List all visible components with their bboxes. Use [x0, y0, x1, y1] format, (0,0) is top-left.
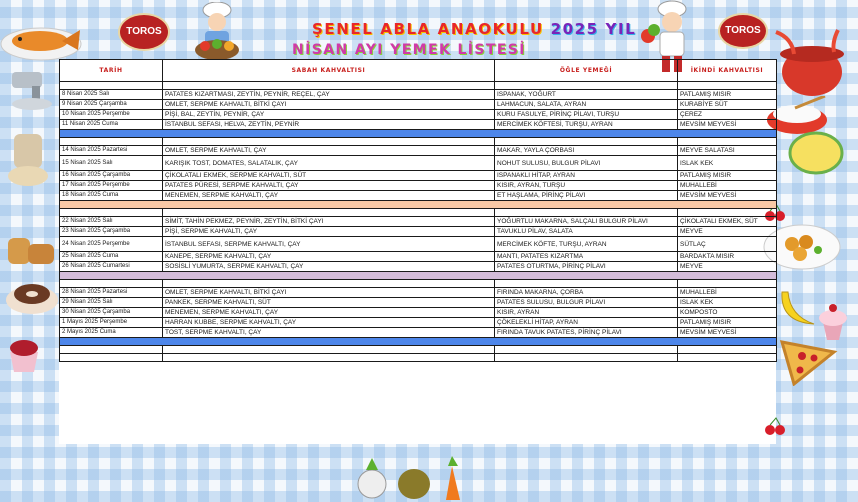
- snack-cell: ISLAK KEK: [678, 156, 777, 171]
- date-header: TARİH: [60, 60, 163, 82]
- snack-cell: MEVSİM MEYVESİ: [678, 120, 777, 130]
- breakfast-cell: ÇİKOLATALI EKMEK, SERPME KAHVALTI, SÜT: [163, 171, 495, 181]
- header-row: [60, 60, 777, 82]
- table-row: [60, 120, 777, 130]
- breakfast-cell: PATATES PÜRESİ, SERPME KAHVALTI, ÇAY: [163, 181, 495, 191]
- lunch-cell: PATATES OTURTMA, PİRİNÇ PİLAVI: [495, 262, 678, 272]
- lunch-cell: FIRINDA MAKARNA, ÇORBA: [495, 288, 678, 298]
- snack-cell: ÇİKOLATALI EKMEK, SÜT: [678, 217, 777, 227]
- table-row: [60, 90, 777, 100]
- date-cell: 29 Nisan 2025 Salı: [60, 298, 163, 308]
- breakfast-cell: PATATES KIZARTMASI, ZEYTİN, PEYNİR, REÇEL, ÇAY: [163, 90, 495, 100]
- cooking-pot-icon: [772, 28, 856, 106]
- table-row: [60, 237, 777, 252]
- date-cell: 23 Nisan 2025 Çarşamba: [60, 227, 163, 237]
- lunch-cell: ÇÖKELEKLİ HİTAP, AYRAN: [495, 318, 678, 328]
- breakfast-cell: OMLET, SERPME KAHVALTI, BİTKİ ÇAYI: [163, 288, 495, 298]
- breakfast-cell: KARIŞIK TOST, DOMATES, SALATALIK, ÇAY: [163, 156, 495, 171]
- breakfast-cell: TOST, SERPME KAHVALTI, ÇAY: [163, 328, 495, 338]
- week-separator-2: [60, 201, 777, 209]
- lunch-cell: KISIR, AYRAN: [495, 308, 678, 318]
- date-cell: 9 Nisan 2025 Çarşamba: [60, 100, 163, 110]
- snack-cell: BARDAKTA MISIR: [678, 252, 777, 262]
- lunch-cell: MAKAR, YAYLA ÇORBASI: [495, 146, 678, 156]
- lunch-cell: KISIR, AYRAN, TURŞU: [495, 181, 678, 191]
- menu-table: [59, 59, 777, 362]
- date-cell: 14 Nisan 2025 Pazartesi: [60, 146, 163, 156]
- week-separator-4: [60, 338, 777, 346]
- toros-logo-left: TOROS: [118, 13, 170, 51]
- date-cell: 24 Nisan 2025 Perşembe: [60, 237, 163, 252]
- breakfast-cell: PİŞİ, BAL, ZEYTİN, PEYNİR, ÇAY: [163, 110, 495, 120]
- green-plate-icon: [788, 130, 844, 176]
- snack-cell: KOMPOSTO: [678, 308, 777, 318]
- snack-cell: MEYVE: [678, 262, 777, 272]
- title-year: 2025 YIL: [550, 20, 637, 38]
- table-row: [60, 156, 777, 171]
- snack-cell: MEYVE: [678, 227, 777, 237]
- table-row: [60, 110, 777, 120]
- breakfast-header: SABAH KAHVALTISI: [163, 60, 495, 82]
- table-row: [60, 328, 777, 338]
- snack-cell: SÜTLAÇ: [678, 237, 777, 252]
- table-row: [60, 227, 777, 237]
- menu-subtitle: NİSAN AYI YEMEK LİSTESİ: [292, 42, 526, 58]
- date-cell: 30 Nisan 2025 Çarşamba: [60, 308, 163, 318]
- lunch-cell: MERCİMEK KÖFTESİ, TURŞU, AYRAN: [495, 120, 678, 130]
- blank-row: [60, 280, 777, 288]
- breakfast-cell: OMLET, SERPME KAHVALTI, ÇAY: [163, 146, 495, 156]
- snack-header: İKİNDİ KAHVALTISI: [678, 60, 777, 82]
- lunch-cell: TAVUKLU PİLAV, SALATA: [495, 227, 678, 237]
- snack-cell: ISLAK KEK: [678, 298, 777, 308]
- roast-fish-plate-icon: [0, 18, 84, 62]
- date-cell: 25 Nisan 2025 Cuma: [60, 252, 163, 262]
- snack-cell: MEVSİM MEYVESİ: [678, 191, 777, 201]
- week-separator-3: [60, 272, 777, 280]
- date-cell: 18 Nisan 2025 Cuma: [60, 191, 163, 201]
- blank-row: [60, 138, 777, 146]
- snack-cell: PATLAMIŞ MISIR: [678, 318, 777, 328]
- table-row: [60, 288, 777, 298]
- date-cell: 11 Nisan 2025 Cuma: [60, 120, 163, 130]
- table-row: [60, 252, 777, 262]
- school-title: [312, 20, 636, 38]
- table-row: [60, 262, 777, 272]
- breakfast-cell: HARRAN KUBBE, SERPME KAHVALTI, ÇAY: [163, 318, 495, 328]
- table-row: [60, 298, 777, 308]
- date-cell: 26 Nisan 2025 Cumartesi: [60, 262, 163, 272]
- breakfast-cell: SOSİSLİ YUMURTA, SERPME KAHVALTI, ÇAY: [163, 262, 495, 272]
- breakfast-cell: OMLET, SERPME KAHVALTI, BİTKİ ÇAYI: [163, 100, 495, 110]
- breakfast-cell: KANEPE, SERPME KAHVALTI, ÇAY: [163, 252, 495, 262]
- date-cell: 10 Nisan 2025 Perşembe: [60, 110, 163, 120]
- snack-cell: MEVSİM MEYVESİ: [678, 328, 777, 338]
- snack-cell: MEYVE SALATASI: [678, 146, 777, 156]
- date-cell: 17 Nisan 2025 Perşembe: [60, 181, 163, 191]
- date-cell: 2 Mayıs 2025 Cuma: [60, 328, 163, 338]
- blank-row: [60, 209, 777, 217]
- table-row: [60, 318, 777, 328]
- date-cell: 28 Nisan 2025 Pazartesi: [60, 288, 163, 298]
- date-cell: 1 Mayıs 2025 Perşembe: [60, 318, 163, 328]
- date-cell: 15 Nisan 2025 Salı: [60, 156, 163, 171]
- lunch-cell: ISPANAK, YOĞURT: [495, 90, 678, 100]
- table-row: [60, 191, 777, 201]
- table-row: [60, 100, 777, 110]
- separator-cell: [60, 272, 777, 280]
- chef-with-vegetables-icon: [187, 2, 247, 64]
- lunch-cell: NOHUT SULUSU, BULGUR PİLAVI: [495, 156, 678, 171]
- flour-sack-icon: [6, 128, 52, 188]
- toros-logo-right: TOROS: [718, 13, 768, 49]
- lunch-cell: YOĞURTLU MAKARNA, SALÇALI BULGUR PİLAVI: [495, 217, 678, 227]
- lunch-header: ÖĞLE YEMEĞİ: [495, 60, 678, 82]
- breakfast-cell: MENEMEN, SERPME KAHVALTI, ÇAY: [163, 191, 495, 201]
- table-row: [60, 308, 777, 318]
- cherries-icon-2: [762, 416, 788, 436]
- snack-cell: KURABİYE SÜT: [678, 100, 777, 110]
- lunch-cell: MANTI, PATATES KIZARTMA: [495, 252, 678, 262]
- cake-icon: [4, 334, 44, 376]
- blank-row: [60, 354, 777, 362]
- date-cell: 8 Nisan 2025 Salı: [60, 90, 163, 100]
- breakfast-cell: PİŞİ, SERPME KAHVALTI, ÇAY: [163, 227, 495, 237]
- blank-row: [60, 346, 777, 354]
- lunch-cell: MERCİMEK KÖFTE, TURŞU, AYRAN: [495, 237, 678, 252]
- snack-cell: PATLAMIŞ MISIR: [678, 171, 777, 181]
- mixer-icon: [6, 66, 58, 110]
- donut-icon: [4, 278, 60, 316]
- pizza-icon: [778, 336, 838, 386]
- lunch-cell: FIRINDA TAVUK PATATES, PİRİNÇ PİLAVI: [495, 328, 678, 338]
- lunch-cell: ISPANAKLI HİTAP, AYRAN: [495, 171, 678, 181]
- table-row: [60, 217, 777, 227]
- breakfast-cell: SİMİT, TAHİN PEKMEZ, PEYNİR, ZEYTİN, BİTKİ ÇAYI: [163, 217, 495, 227]
- breakfast-cell: İSTANBUL SEFASI, SERPME KAHVALTI, ÇAY: [163, 237, 495, 252]
- table-row: [60, 181, 777, 191]
- lunch-cell: KURU FASULYE, PİRİNÇ PİLAVI, TURŞU: [495, 110, 678, 120]
- separator-cell: [60, 338, 777, 346]
- lunch-cell: ET HAŞLAMA, PİRİNÇ PİLAVI: [495, 191, 678, 201]
- breakfast-cell: PANKEK, SERPME KAHVALTI, SÜT: [163, 298, 495, 308]
- table-row: [60, 171, 777, 181]
- banana-icon: [776, 288, 818, 332]
- date-cell: 16 Nisan 2025 Çarşamba: [60, 171, 163, 181]
- table-row: [60, 146, 777, 156]
- lunch-cell: LAHMACUN, SALATA, AYRAN: [495, 100, 678, 110]
- breakfast-cell: İSTANBUL SEFASI, HELVA, ZEYTİN, PEYNİR: [163, 120, 495, 130]
- separator-cell: [60, 201, 777, 209]
- school-name: ŞENEL ABLA ANAOKULU: [312, 20, 544, 38]
- week-separator-1: [60, 130, 777, 138]
- blank-row: [60, 82, 777, 90]
- separator-cell: [60, 130, 777, 138]
- snack-cell: PATLAMIŞ MISIR: [678, 90, 777, 100]
- date-cell: 22 Nisan 2025 Salı: [60, 217, 163, 227]
- snack-cell: MUHALLEBİ: [678, 181, 777, 191]
- breakfast-cell: MENEMEN, SERPME KAHVALTI, ÇAY: [163, 308, 495, 318]
- snack-cell: ÇEREZ: [678, 110, 777, 120]
- vegetable-characters-icon: [352, 454, 480, 502]
- lunch-cell: PATATES SULUSU, BULGUR PİLAVI: [495, 298, 678, 308]
- snack-cell: MUHALLEBİ: [678, 288, 777, 298]
- bread-icon: [4, 232, 58, 272]
